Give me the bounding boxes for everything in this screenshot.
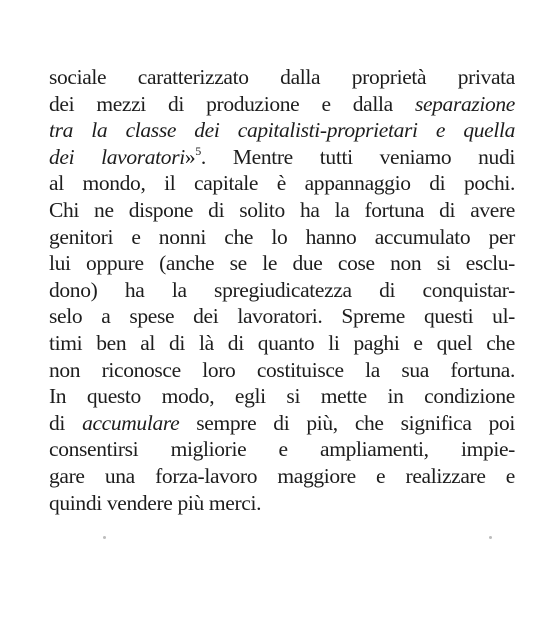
text-span: di — [49, 410, 83, 435]
text-line — [49, 64, 515, 91]
text-line — [49, 117, 515, 144]
page-bottom-marks — [0, 536, 560, 546]
italic-text: dei lavoratori — [49, 144, 185, 169]
text-line — [49, 383, 515, 410]
text-line — [49, 410, 515, 437]
text-span: Chi ne dispone di solito ha la fortuna di avere — [49, 197, 515, 222]
text-line — [49, 170, 515, 197]
text-span: . Mentre tutti veniamo nudi — [200, 144, 515, 169]
text-span: non riconosce loro costituisce la sua fortuna. — [49, 357, 515, 382]
text-span: quindi vendere più merci. — [49, 490, 262, 515]
italic-text: separazione — [414, 91, 515, 116]
text-line — [49, 224, 515, 251]
body-paragraph — [49, 64, 515, 516]
text-line — [49, 250, 515, 277]
text-line — [49, 91, 515, 118]
text-span: consentirsi migliorie e ampliamenti, impie- — [49, 437, 515, 462]
text-span: timi ben al di là di quanto li paghi e quel che — [49, 330, 515, 355]
text-line — [49, 490, 515, 517]
text-span: sempre di più, che significa poi — [179, 410, 515, 435]
text-span: al mondo, il capitale è appannaggio di pochi. — [49, 171, 515, 196]
text-line — [49, 436, 515, 463]
text-line — [49, 144, 515, 171]
text-line — [49, 277, 515, 304]
text-span: sociale caratterizzato dalla proprietà privata — [49, 65, 515, 89]
text-span: dei mezzi di produzione e dalla — [49, 91, 415, 116]
text-line — [49, 303, 515, 330]
text-line — [49, 330, 515, 357]
text-span: In questo modo, egli si mette in condizione — [49, 384, 515, 409]
text-span: » — [184, 144, 196, 169]
italic-text: tra la classe dei capitalisti-proprietari e quella — [49, 118, 515, 143]
text-line — [49, 463, 515, 490]
text-line — [49, 357, 515, 384]
text-span: selo a spese dei lavoratori. Spreme questi ul- — [49, 304, 515, 329]
text-span: dono) ha la spregiudicatezza di conquistar- — [49, 277, 515, 302]
text-span: gare una forza-lavoro maggiore e realizzare e — [49, 463, 515, 488]
footnote-reference: 5 — [195, 143, 201, 158]
print-mark — [103, 536, 106, 539]
italic-text: accumulare — [82, 410, 180, 435]
print-mark — [489, 536, 492, 539]
text-line — [49, 197, 515, 224]
text-span: genitori e nonni che lo hanno accumulato per — [49, 224, 515, 249]
text-span: lui oppure (anche se le due cose non si esclu- — [49, 251, 515, 276]
